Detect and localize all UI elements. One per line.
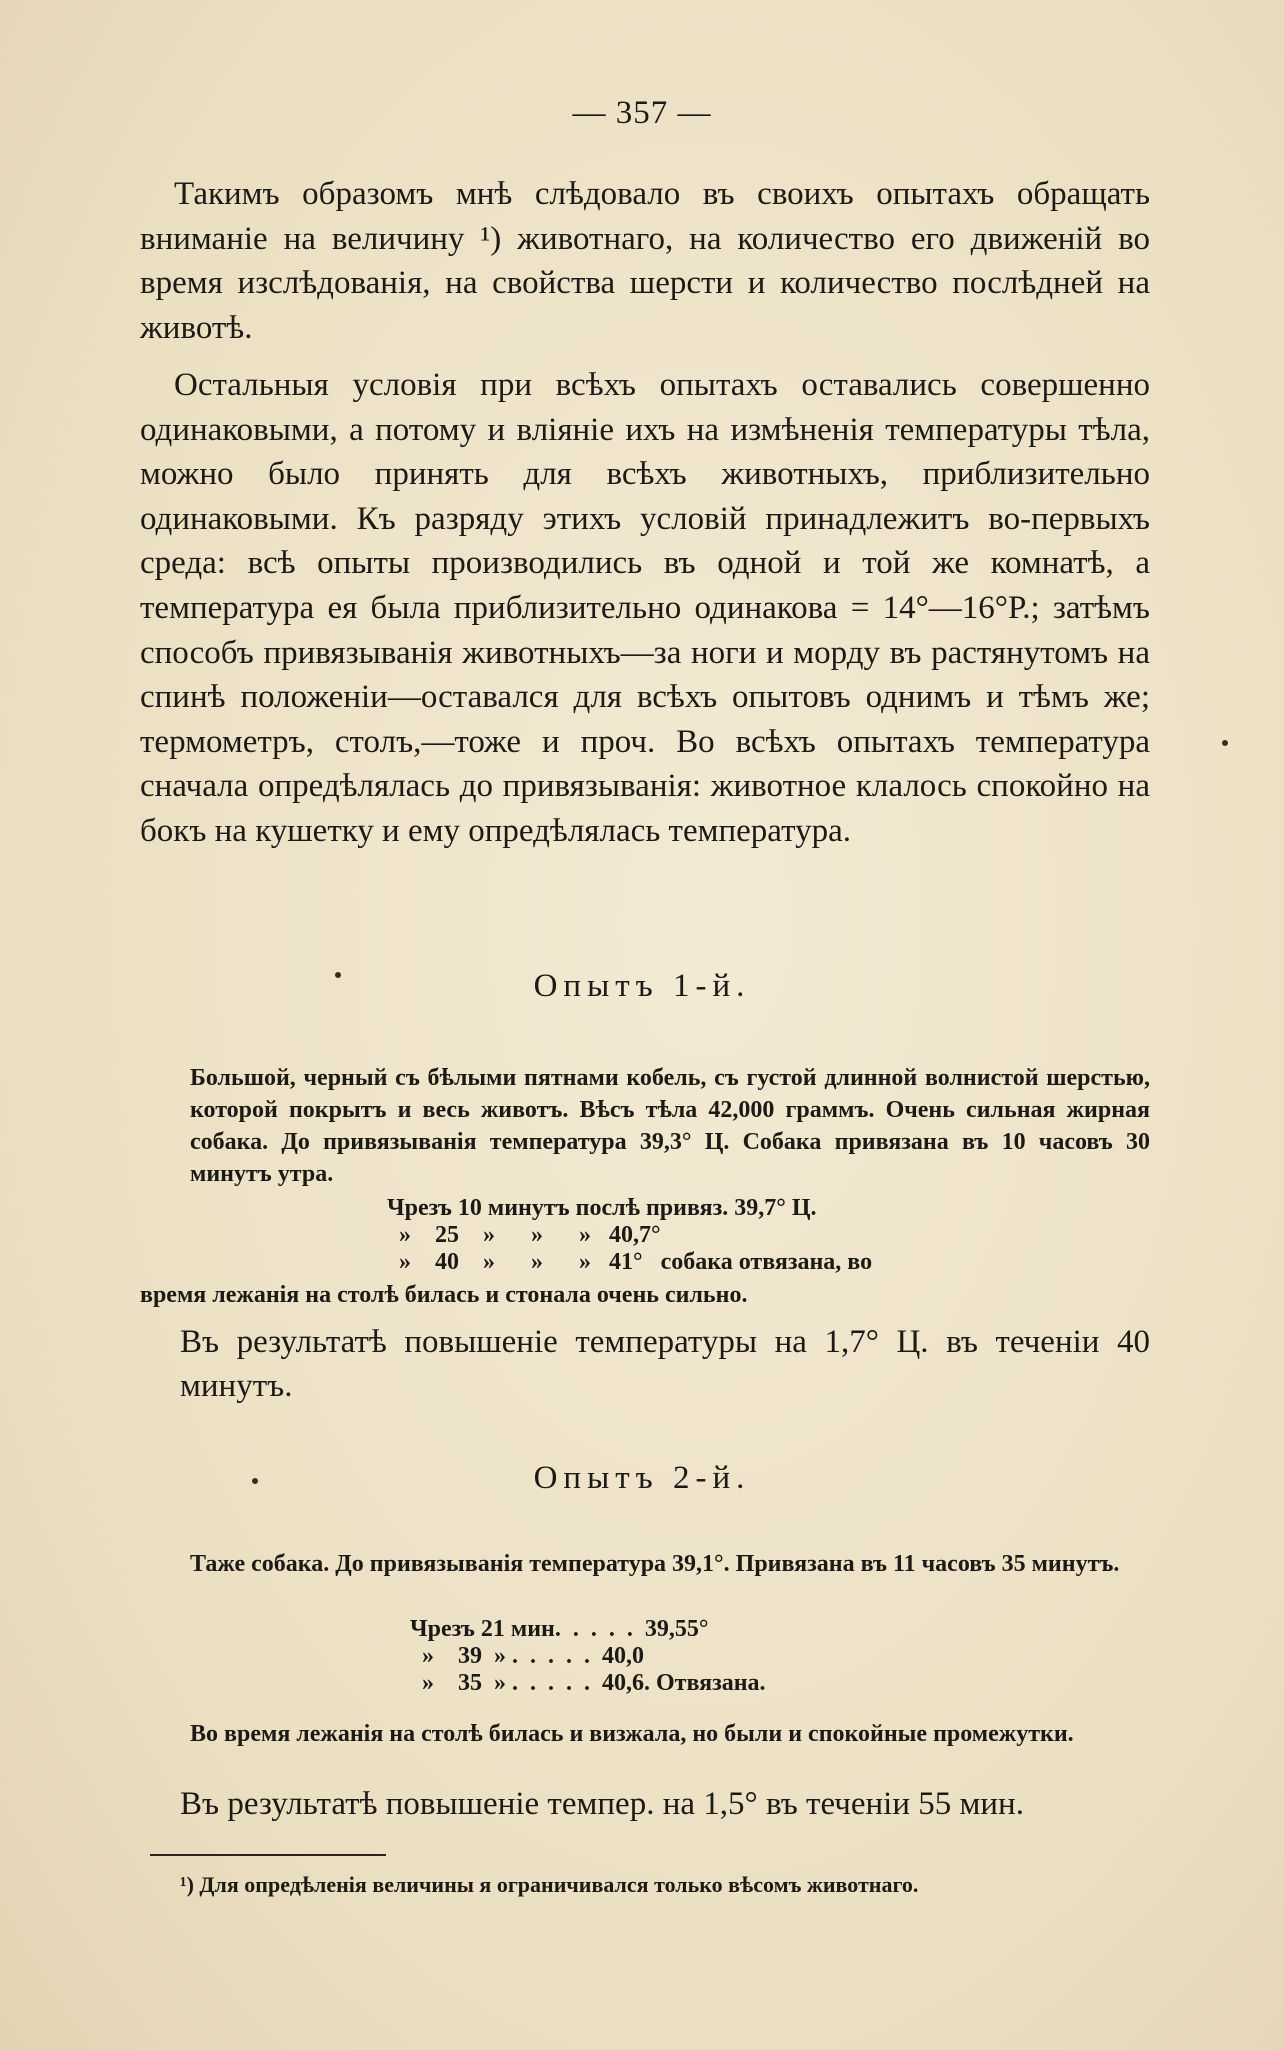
ink-speck: [252, 1478, 258, 1484]
measurement-row: Чрезъ 21 мин. . . . . 39,55°: [410, 1616, 709, 1642]
page-number: — 357 —: [572, 95, 712, 131]
experiment-1-heading: Опытъ 1-й.: [533, 968, 751, 1004]
measurement-row: » 39 » . . . . . 40,0: [410, 1643, 644, 1669]
ink-speck: [1222, 740, 1228, 746]
measurement-row: » 35 » . . . . . 40,6. Отвязана.: [410, 1670, 766, 1696]
paragraph-1: [140, 172, 1150, 350]
experiment-1-note: время лежанія на столѣ билась и стонала очень сильно.: [140, 1282, 748, 1308]
experiment-1-description: [190, 1062, 1150, 1190]
experiment-2-note-text: Во время лежанія на столѣ билась и визжала, но были и спокойные промежутки.: [190, 1721, 1074, 1747]
paragraph-2: [140, 363, 1150, 854]
experiment-1-result: Въ результатѣ повышеніе температуры на 1,7° Ц. въ теченіи 40 минутъ.: [180, 1324, 1150, 1404]
experiment-1-description-text: Большой, черный съ бѣлыми пятнами кобель, съ густой длинной волнистой шерстью, которой покрытъ и весь животъ. Вѣсъ тѣла 42,000 граммъ. Очень сильная жирная собака. До привязыванія температура 39,3° Ц. Собака привязана въ 10 часовъ 30 минутъ утра.: [190, 1065, 1150, 1187]
experiment-2-measurements: [410, 1616, 766, 1697]
experiment-2-result: Въ результатѣ повышеніе темпер. на 1,5° въ теченіи 55 мин.: [180, 1786, 1024, 1822]
experiment-2-description-text: Таже собака. До привязыванія температура 39,1°. Привязана въ 11 часовъ 35 минутъ.: [190, 1551, 1120, 1577]
experiment-2-note: [190, 1718, 1150, 1750]
ink-speck: [335, 972, 341, 978]
footnote-divider: [150, 1854, 386, 1856]
measurement-row: » 40 » » » 41° собака отвязана, во: [387, 1249, 873, 1275]
experiment-2-description: [190, 1548, 1150, 1580]
experiment-2-heading: Опытъ 2-й.: [533, 1460, 751, 1496]
measurement-row: Чрезъ 10 минутъ послѣ привяз. 39,7° Ц.: [387, 1195, 817, 1221]
paragraph-1-text: Такимъ образомъ мнѣ слѣдовало въ своихъ опытахъ обращать вниманіе на величину ¹) животнаго, на количество его движеній во время изслѣдованія, на свойства шерсти и количество послѣдней на животѣ.: [140, 176, 1150, 346]
footnote: ¹) Для опредѣленія величины я ограничивался только вѣсомъ животнаго.: [180, 1872, 919, 1897]
experiment-1-measurements: [387, 1195, 872, 1276]
paragraph-2-text: Остальныя условія при всѣхъ опытахъ оставались совершенно одинаковыми, а потому и вліяніе ихъ на измѣненія температуры тѣла, можно было принять для всѣхъ животныхъ, приблизительно одинаковыми. Къ разряду этихъ условій принадлежитъ во-первыхъ среда: всѣ опыты производились въ одной и той же комнатѣ, а температура ея была приблизительно одинакова = 14°—16°Р.; затѣмъ способъ привязыванія животныхъ—за ноги и морду въ растянутомъ на спинѣ положеніи—оставался для всѣхъ опытовъ однимъ и тѣмъ же; термометръ, столъ,—тоже и проч. Во всѣхъ опытахъ температура сначала опредѣлялась до привязыванія: животное клалось спокойно на бокъ на кушетку и ему опредѣлялась температура.: [140, 367, 1150, 849]
measurement-row: » 25 » » » 40,7°: [387, 1222, 661, 1248]
